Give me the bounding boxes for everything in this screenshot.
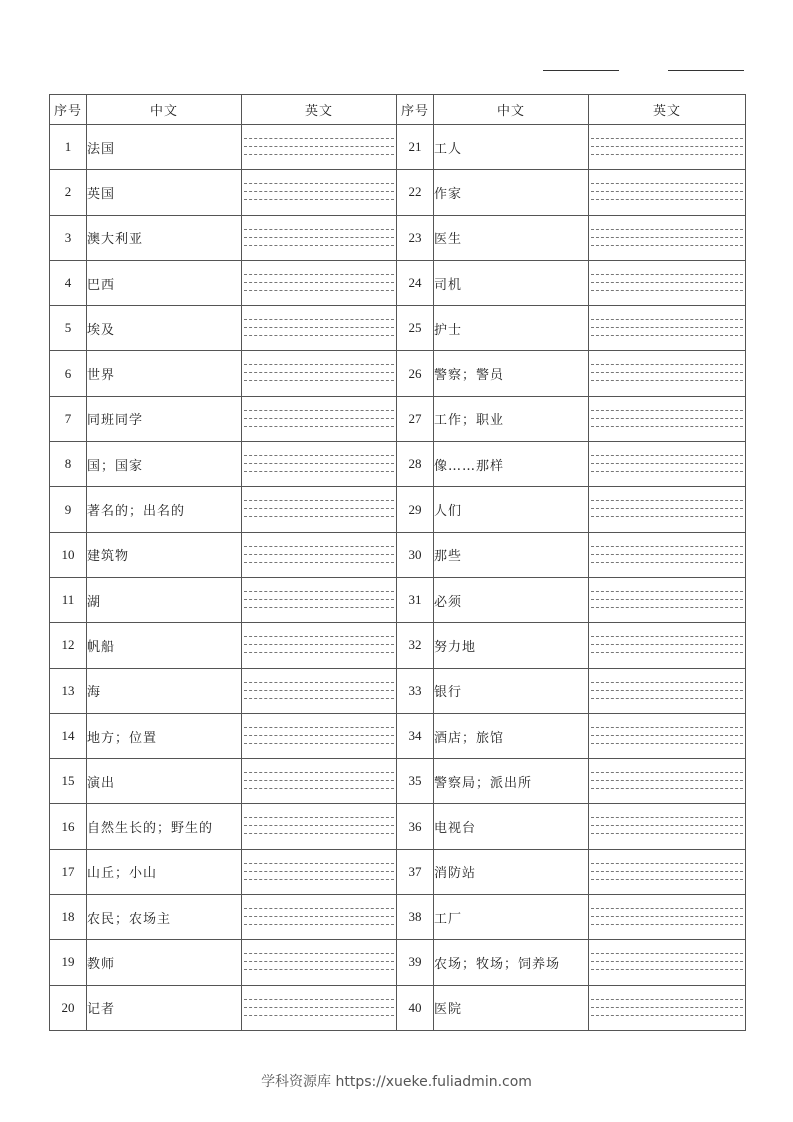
english-answer-field-left[interactable] xyxy=(242,396,397,441)
row-number-left: 6 xyxy=(50,351,87,396)
writing-guide-line xyxy=(591,969,743,970)
chinese-word-left: 地方；位置 xyxy=(87,713,242,758)
writing-guide-line xyxy=(591,282,743,283)
writing-guide-line xyxy=(591,879,743,880)
writing-guide-line xyxy=(591,319,743,320)
row-number-right: 23 xyxy=(397,215,434,260)
english-answer-field-right[interactable] xyxy=(589,442,746,487)
row-number-right: 36 xyxy=(397,804,434,849)
english-answer-field-right[interactable] xyxy=(589,804,746,849)
row-number-left: 4 xyxy=(50,260,87,305)
table-row xyxy=(50,396,746,441)
row-number-right: 37 xyxy=(397,849,434,894)
english-answer-field-left[interactable] xyxy=(242,804,397,849)
row-number-right: 21 xyxy=(397,125,434,170)
chinese-word-left: 山丘；小山 xyxy=(87,849,242,894)
writing-guide-line xyxy=(591,607,743,608)
writing-guide-line xyxy=(591,146,743,147)
english-answer-field-left[interactable] xyxy=(242,940,397,985)
table-row xyxy=(50,442,746,487)
english-answer-field-right[interactable] xyxy=(589,985,746,1030)
chinese-word-right: 司机 xyxy=(434,260,589,305)
writing-guide-line xyxy=(591,961,743,962)
row-number-left: 20 xyxy=(50,985,87,1030)
table-row xyxy=(50,306,746,351)
writing-guide-line xyxy=(244,599,394,600)
chinese-word-right: 警察；警员 xyxy=(434,351,589,396)
chinese-word-left: 农民；农场主 xyxy=(87,895,242,940)
row-number-left: 3 xyxy=(50,215,87,260)
table-row xyxy=(50,532,746,577)
writing-guide-line xyxy=(591,652,743,653)
writing-guide-line xyxy=(591,418,743,419)
writing-guide-line xyxy=(244,961,394,962)
english-answer-field-left[interactable] xyxy=(242,623,397,668)
writing-guide-line xyxy=(244,690,394,691)
header-en-right: 英文 xyxy=(589,95,746,125)
english-answer-field-left[interactable] xyxy=(242,260,397,305)
writing-guide-line xyxy=(244,516,394,517)
english-answer-field-right[interactable] xyxy=(589,895,746,940)
writing-guide-line xyxy=(244,698,394,699)
chinese-word-left: 巴西 xyxy=(87,260,242,305)
writing-guide-line xyxy=(591,999,743,1000)
writing-guide-line xyxy=(244,364,394,365)
row-number-right: 22 xyxy=(397,170,434,215)
row-number-left: 9 xyxy=(50,487,87,532)
table-row xyxy=(50,577,746,622)
chinese-word-right: 消防站 xyxy=(434,849,589,894)
english-answer-field-left[interactable] xyxy=(242,532,397,577)
writing-guide-line xyxy=(591,500,743,501)
writing-guide-line xyxy=(591,953,743,954)
page-footer xyxy=(0,1071,793,1091)
writing-guide-line xyxy=(591,772,743,773)
row-number-right: 24 xyxy=(397,260,434,305)
writing-guide-line xyxy=(244,426,394,427)
english-answer-field-left[interactable] xyxy=(242,351,397,396)
writing-guide-line xyxy=(244,682,394,683)
writing-guide-line xyxy=(591,636,743,637)
writing-guide-line xyxy=(244,924,394,925)
writing-guide-line xyxy=(244,863,394,864)
table-row xyxy=(50,125,746,170)
english-answer-field-left[interactable] xyxy=(242,849,397,894)
writing-guide-line xyxy=(591,1015,743,1016)
writing-guide-line xyxy=(244,199,394,200)
row-number-right: 40 xyxy=(397,985,434,1030)
row-number-right: 32 xyxy=(397,623,434,668)
writing-guide-line xyxy=(591,871,743,872)
chinese-word-right: 电视台 xyxy=(434,804,589,849)
row-number-right: 29 xyxy=(397,487,434,532)
writing-guide-line xyxy=(244,372,394,373)
english-answer-field-left[interactable] xyxy=(242,759,397,804)
writing-guide-line xyxy=(591,735,743,736)
writing-guide-line xyxy=(244,1015,394,1016)
row-number-left: 17 xyxy=(50,849,87,894)
chinese-word-right: 作家 xyxy=(434,170,589,215)
writing-guide-line xyxy=(244,554,394,555)
writing-guide-line xyxy=(591,825,743,826)
row-number-left: 16 xyxy=(50,804,87,849)
writing-guide-line xyxy=(591,591,743,592)
table-row xyxy=(50,260,746,305)
writing-guide-line xyxy=(244,1007,394,1008)
chinese-word-left: 教师 xyxy=(87,940,242,985)
writing-guide-line xyxy=(244,916,394,917)
writing-guide-line xyxy=(244,508,394,509)
chinese-word-right: 护士 xyxy=(434,306,589,351)
chinese-word-left: 自然生长的；野生的 xyxy=(87,804,242,849)
writing-guide-line xyxy=(244,463,394,464)
writing-guide-line xyxy=(244,282,394,283)
row-number-right: 31 xyxy=(397,577,434,622)
writing-guide-line xyxy=(591,863,743,864)
footer-watermark: 学科资源库 https://xueke.fuliadmin.com xyxy=(261,1074,532,1090)
english-answer-field-right[interactable] xyxy=(589,306,746,351)
writing-guide-line xyxy=(591,508,743,509)
chinese-word-left: 建筑物 xyxy=(87,532,242,577)
row-number-right: 35 xyxy=(397,759,434,804)
writing-guide-line xyxy=(591,924,743,925)
header-num-right: 序号 xyxy=(397,95,434,125)
english-answer-field-left[interactable] xyxy=(242,668,397,713)
writing-guide-line xyxy=(244,455,394,456)
writing-guide-line xyxy=(244,471,394,472)
writing-guide-line xyxy=(591,154,743,155)
writing-guide-line xyxy=(591,245,743,246)
table-row xyxy=(50,668,746,713)
table-row xyxy=(50,849,746,894)
chinese-word-left: 澳大利亚 xyxy=(87,215,242,260)
writing-guide-line xyxy=(591,199,743,200)
writing-guide-line xyxy=(244,743,394,744)
chinese-word-left: 同班同学 xyxy=(87,396,242,441)
english-answer-field-right[interactable] xyxy=(589,849,746,894)
writing-guide-line xyxy=(244,780,394,781)
english-answer-field-right[interactable] xyxy=(589,759,746,804)
english-answer-field-right[interactable] xyxy=(589,260,746,305)
english-answer-field-right[interactable] xyxy=(589,713,746,758)
chinese-word-right: 像……那样 xyxy=(434,442,589,487)
row-number-left: 1 xyxy=(50,125,87,170)
table-body xyxy=(50,125,746,1031)
row-number-left: 2 xyxy=(50,170,87,215)
writing-guide-line xyxy=(591,327,743,328)
writing-guide-line xyxy=(244,500,394,501)
chinese-word-left: 世界 xyxy=(87,351,242,396)
chinese-word-right: 必须 xyxy=(434,577,589,622)
writing-guide-line xyxy=(244,591,394,592)
writing-guide-line xyxy=(244,652,394,653)
chinese-word-right: 工人 xyxy=(434,125,589,170)
writing-guide-line xyxy=(591,426,743,427)
writing-guide-line xyxy=(591,335,743,336)
english-answer-field-right[interactable] xyxy=(589,532,746,577)
english-answer-field-right[interactable] xyxy=(589,351,746,396)
writing-guide-line xyxy=(591,274,743,275)
writing-guide-line xyxy=(591,229,743,230)
writing-guide-line xyxy=(244,229,394,230)
writing-guide-line xyxy=(244,319,394,320)
row-number-right: 26 xyxy=(397,351,434,396)
writing-guide-line xyxy=(591,380,743,381)
english-answer-field-right[interactable] xyxy=(589,396,746,441)
writing-guide-line xyxy=(591,554,743,555)
row-number-left: 18 xyxy=(50,895,87,940)
writing-guide-line xyxy=(244,380,394,381)
writing-guide-line xyxy=(591,727,743,728)
writing-guide-line xyxy=(591,833,743,834)
writing-guide-line xyxy=(244,274,394,275)
chinese-word-left: 法国 xyxy=(87,125,242,170)
chinese-word-left: 记者 xyxy=(87,985,242,1030)
chinese-word-left: 湖 xyxy=(87,577,242,622)
chinese-word-right: 医院 xyxy=(434,985,589,1030)
header-zh-left: 中文 xyxy=(87,95,242,125)
chinese-word-right: 酒店；旅馆 xyxy=(434,713,589,758)
english-answer-field-left[interactable] xyxy=(242,170,397,215)
row-number-left: 12 xyxy=(50,623,87,668)
chinese-word-left: 埃及 xyxy=(87,306,242,351)
writing-guide-line xyxy=(591,290,743,291)
table-row xyxy=(50,487,746,532)
chinese-word-right: 警察局；派出所 xyxy=(434,759,589,804)
row-number-left: 5 xyxy=(50,306,87,351)
writing-guide-line xyxy=(591,463,743,464)
english-answer-field-right[interactable] xyxy=(589,623,746,668)
table-row xyxy=(50,940,746,985)
chinese-word-right: 医生 xyxy=(434,215,589,260)
writing-guide-line xyxy=(244,969,394,970)
english-answer-field-left[interactable] xyxy=(242,985,397,1030)
row-number-right: 28 xyxy=(397,442,434,487)
chinese-word-right: 工作；职业 xyxy=(434,396,589,441)
chinese-word-right: 那些 xyxy=(434,532,589,577)
english-answer-field-right[interactable] xyxy=(589,125,746,170)
writing-guide-line xyxy=(591,908,743,909)
row-number-left: 13 xyxy=(50,668,87,713)
writing-guide-line xyxy=(591,455,743,456)
writing-guide-line xyxy=(244,138,394,139)
writing-guide-line xyxy=(591,682,743,683)
writing-guide-line xyxy=(244,908,394,909)
writing-guide-line xyxy=(591,237,743,238)
chinese-word-left: 国；国家 xyxy=(87,442,242,487)
writing-guide-line xyxy=(244,237,394,238)
writing-guide-line xyxy=(591,916,743,917)
chinese-word-right: 人们 xyxy=(434,487,589,532)
writing-guide-line xyxy=(591,817,743,818)
writing-guide-line xyxy=(244,817,394,818)
writing-guide-line xyxy=(244,772,394,773)
writing-guide-line xyxy=(244,727,394,728)
writing-guide-line xyxy=(244,546,394,547)
row-number-right: 30 xyxy=(397,532,434,577)
english-answer-field-left[interactable] xyxy=(242,713,397,758)
table-row xyxy=(50,170,746,215)
chinese-word-left: 帆船 xyxy=(87,623,242,668)
header-en-left: 英文 xyxy=(242,95,397,125)
table-row xyxy=(50,985,746,1030)
english-answer-field-right[interactable] xyxy=(589,577,746,622)
writing-guide-line xyxy=(244,953,394,954)
writing-guide-line xyxy=(591,471,743,472)
writing-guide-line xyxy=(244,327,394,328)
writing-guide-line xyxy=(244,788,394,789)
writing-guide-line xyxy=(591,546,743,547)
row-number-left: 19 xyxy=(50,940,87,985)
writing-guide-line xyxy=(591,183,743,184)
writing-guide-line xyxy=(244,146,394,147)
english-answer-field-right[interactable] xyxy=(589,668,746,713)
writing-guide-line xyxy=(244,735,394,736)
chinese-word-left: 著名的；出名的 xyxy=(87,487,242,532)
writing-guide-line xyxy=(244,191,394,192)
table-header-row xyxy=(50,95,746,125)
table-row xyxy=(50,713,746,758)
writing-guide-line xyxy=(591,743,743,744)
row-number-left: 8 xyxy=(50,442,87,487)
chinese-word-left: 演出 xyxy=(87,759,242,804)
row-number-right: 27 xyxy=(397,396,434,441)
writing-guide-line xyxy=(244,871,394,872)
writing-guide-line xyxy=(244,562,394,563)
chinese-word-left: 海 xyxy=(87,668,242,713)
row-number-right: 25 xyxy=(397,306,434,351)
writing-guide-line xyxy=(244,833,394,834)
vocabulary-table xyxy=(49,94,746,1031)
english-answer-field-left[interactable] xyxy=(242,895,397,940)
writing-guide-line xyxy=(591,599,743,600)
class-blank-line xyxy=(668,70,744,71)
writing-guide-line xyxy=(244,879,394,880)
header-zh-right: 中文 xyxy=(434,95,589,125)
english-answer-field-left[interactable] xyxy=(242,215,397,260)
writing-guide-line xyxy=(244,245,394,246)
writing-guide-line xyxy=(591,788,743,789)
table-row xyxy=(50,215,746,260)
writing-guide-line xyxy=(591,698,743,699)
chinese-word-right: 工厂 xyxy=(434,895,589,940)
writing-guide-line xyxy=(244,636,394,637)
row-number-left: 11 xyxy=(50,577,87,622)
writing-guide-line xyxy=(244,607,394,608)
writing-guide-line xyxy=(244,154,394,155)
row-number-right: 39 xyxy=(397,940,434,985)
row-number-left: 14 xyxy=(50,713,87,758)
writing-guide-line xyxy=(244,825,394,826)
table-row xyxy=(50,351,746,396)
writing-guide-line xyxy=(244,644,394,645)
table-row xyxy=(50,804,746,849)
writing-guide-line xyxy=(591,690,743,691)
english-answer-field-right[interactable] xyxy=(589,170,746,215)
english-answer-field-right[interactable] xyxy=(589,940,746,985)
row-number-left: 10 xyxy=(50,532,87,577)
english-answer-field-left[interactable] xyxy=(242,442,397,487)
row-number-right: 38 xyxy=(397,895,434,940)
writing-guide-line xyxy=(244,290,394,291)
writing-guide-line xyxy=(591,644,743,645)
english-answer-field-left[interactable] xyxy=(242,306,397,351)
row-number-right: 33 xyxy=(397,668,434,713)
writing-guide-line xyxy=(591,138,743,139)
english-answer-field-left[interactable] xyxy=(242,487,397,532)
row-number-left: 15 xyxy=(50,759,87,804)
writing-guide-line xyxy=(244,410,394,411)
name-blank-line xyxy=(543,70,619,71)
writing-guide-line xyxy=(591,410,743,411)
chinese-word-left: 英国 xyxy=(87,170,242,215)
chinese-word-right: 银行 xyxy=(434,668,589,713)
chinese-word-right: 努力地 xyxy=(434,623,589,668)
table-row xyxy=(50,623,746,668)
table-row xyxy=(50,759,746,804)
writing-guide-line xyxy=(591,191,743,192)
writing-guide-line xyxy=(591,372,743,373)
writing-guide-line xyxy=(591,562,743,563)
table-row xyxy=(50,895,746,940)
writing-guide-line xyxy=(591,780,743,781)
english-answer-field-left[interactable] xyxy=(242,577,397,622)
writing-guide-line xyxy=(244,335,394,336)
writing-guide-line xyxy=(591,516,743,517)
english-answer-field-left[interactable] xyxy=(242,125,397,170)
english-answer-field-right[interactable] xyxy=(589,487,746,532)
header-num-left: 序号 xyxy=(50,95,87,125)
writing-guide-line xyxy=(591,1007,743,1008)
english-answer-field-right[interactable] xyxy=(589,215,746,260)
writing-guide-line xyxy=(244,999,394,1000)
writing-guide-line xyxy=(244,183,394,184)
writing-guide-line xyxy=(244,418,394,419)
row-number-left: 7 xyxy=(50,396,87,441)
chinese-word-right: 农场；牧场；饲养场 xyxy=(434,940,589,985)
row-number-right: 34 xyxy=(397,713,434,758)
writing-guide-line xyxy=(591,364,743,365)
